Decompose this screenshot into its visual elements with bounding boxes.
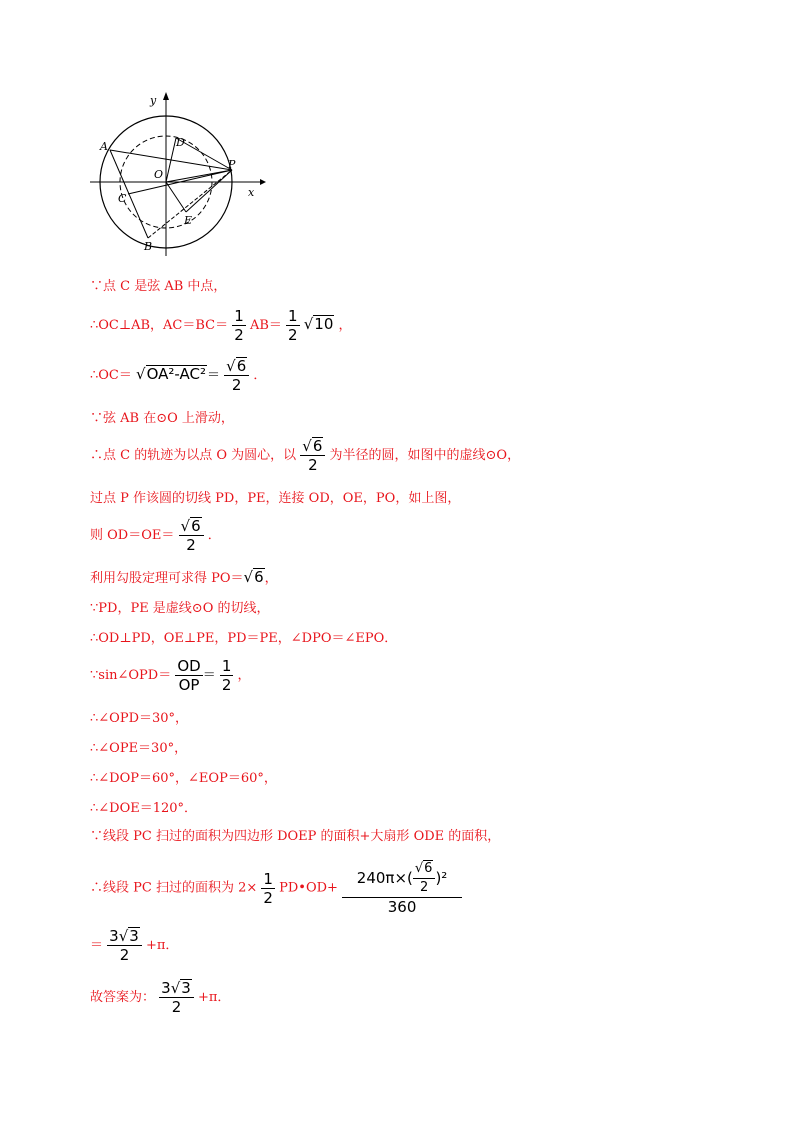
fraction-sector-area: 240π×( $\frac{√6}{2}$ )² 360 <box>342 860 462 916</box>
text-6: 过点 P 作该圆的切线 PD，PE，连接 OD，OE，PO，如上图， <box>90 491 461 506</box>
text-18b: +π． <box>145 938 179 953</box>
line-13: ∴∠OPE＝30°， <box>90 741 188 756</box>
x-axis-arrow <box>260 179 266 185</box>
line-17 <box>90 860 462 916</box>
text-19a: 故答案为： <box>90 990 156 1005</box>
text-5a: ∴点 C 的轨迹为以点 O 为圆心，以 <box>90 448 297 463</box>
text-17b: 2× <box>238 880 258 896</box>
text-1: ∵点 C 是弦 AB 中点， <box>90 279 227 294</box>
line-19 <box>90 978 230 1018</box>
line-1 <box>90 278 226 296</box>
label-A: A <box>100 140 108 153</box>
text-10: ∴OD⊥PD，OE⊥PE，PD＝PE，∠DPO＝∠EPO． <box>90 631 398 646</box>
fraction-half-4: $\frac{1}{2}$ <box>263 869 273 907</box>
fraction-half-1: $\frac{1}{2}$ <box>234 307 244 344</box>
line-4 <box>90 410 234 428</box>
text-9: ∵PD，PE 是虚线⊙O 的切线， <box>90 601 270 616</box>
line-5 <box>90 436 520 476</box>
text-7a: 则 OD＝OE＝ <box>90 528 175 543</box>
text-17c: PD•OD+ <box>279 880 338 896</box>
fraction-od-op: $\frac{OD}{OP}$ <box>177 657 201 694</box>
label-B: B <box>144 240 153 253</box>
sqrt-oa-ac: √OA²-AC² <box>136 365 206 383</box>
text-2a: ∴OC⊥AB，AC＝BC＝ <box>90 318 229 333</box>
line-16: ∵线段 PC 扫过的面积为四边形 DOEP 的面积+大扇形 ODE 的面积， <box>90 829 501 844</box>
line-8: 利用勾股定理可求得 PO＝√6， <box>90 568 278 586</box>
line-14: ∴∠DOP＝60°，∠EOP＝60°， <box>90 771 277 786</box>
segment-OE <box>166 182 186 212</box>
fraction-sqrt6-over-2-c: $\frac{√6}{2}$ <box>179 517 204 554</box>
fraction-3sqrt3-over-2: $\frac{3√3}{2}$ <box>107 927 142 964</box>
text-19b: +π． <box>197 990 231 1005</box>
fraction-sqrt6-over-2: $\frac{√6}{2}$ <box>224 357 249 394</box>
segment-OD <box>166 138 176 182</box>
text-4: ∵弦 AB 在⊙O 上滑动， <box>90 411 234 426</box>
sqrt-6: √6 <box>243 568 264 586</box>
label-O: O <box>154 168 164 181</box>
segment-OP <box>166 170 232 182</box>
line-12: ∴∠OPD＝30°， <box>90 711 189 726</box>
text-5b: 为半径的圆，如图中的虚线⊙O， <box>329 448 521 463</box>
line-10 <box>90 630 397 648</box>
line-15: ∴∠DOE＝120°． <box>90 801 198 816</box>
label-P: P <box>228 158 236 171</box>
label-D: D <box>176 136 185 149</box>
line-3: ∴OC＝ √OA²-AC²＝ $\frac{√6}{2}$ ． <box>90 357 267 394</box>
text-11b: ， <box>237 668 251 683</box>
fraction-3sqrt3-over-2-b: $\frac{3√3}{2}$ <box>159 979 194 1016</box>
text-17a: ∴线段 PC 扫过的面积为 <box>90 880 234 896</box>
label-y: y <box>150 94 157 107</box>
sqrt-10: √10 <box>303 315 334 333</box>
line-9 <box>90 600 270 618</box>
text-7b: ． <box>207 528 221 543</box>
fraction-sqrt6-over-2-b: $\frac{√6}{2}$ <box>300 437 325 474</box>
label-C: C <box>118 192 127 205</box>
text-18a: ＝ <box>90 938 104 953</box>
label-x: x <box>248 186 255 199</box>
text-11a: ∵sin∠OPD＝ <box>90 668 172 683</box>
line-18 <box>90 926 178 966</box>
y-axis-arrow <box>163 92 169 100</box>
text-2b: AB＝ <box>249 318 282 333</box>
line-2 <box>90 306 352 342</box>
label-E: E <box>184 214 193 227</box>
line-11: ∵sin∠OPD＝ $\frac{OD}{OP}$ ＝ $\frac{1}{2}$ ， <box>90 657 251 694</box>
text-3a: ∴OC＝ <box>90 368 132 383</box>
fraction-half-2: $\frac{1}{2}$ <box>288 307 298 344</box>
text-2c: ， <box>338 318 352 333</box>
text-3b: ． <box>253 368 267 383</box>
text-8: 利用勾股定理可求得 PO＝ <box>90 571 244 586</box>
fraction-half-3: $\frac{1}{2}$ <box>221 657 232 694</box>
geometry-figure <box>88 88 268 258</box>
line-7 <box>90 516 221 556</box>
line-6 <box>90 490 460 508</box>
segment-EP <box>186 170 232 212</box>
